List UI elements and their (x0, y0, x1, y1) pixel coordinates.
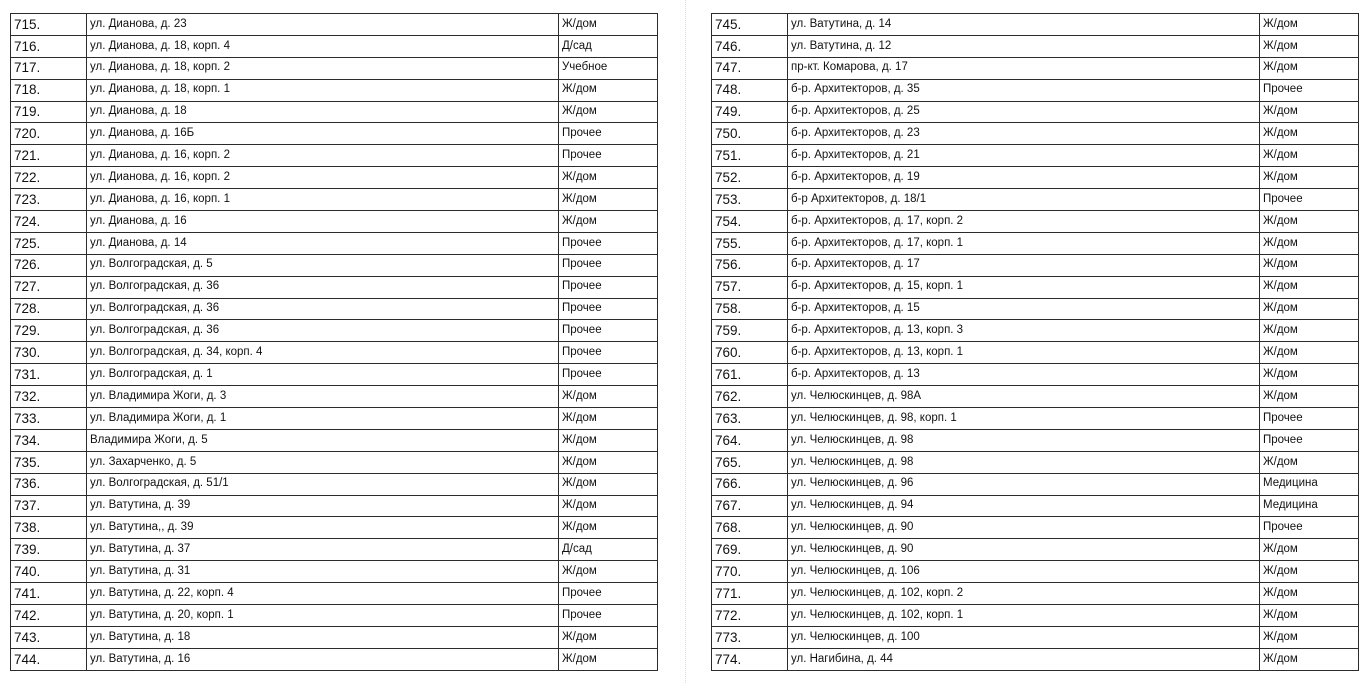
row-number: 750. (712, 123, 788, 145)
row-type: Прочее (559, 364, 658, 386)
row-number: 736. (11, 473, 87, 495)
row-address: б-р Архитекторов, д. 18/1 (788, 189, 1260, 211)
address-table-right (711, 13, 1359, 671)
row-number: 722. (11, 167, 87, 189)
row-type: Ж/дом (1260, 561, 1359, 583)
table-row (712, 35, 1359, 57)
table-row (11, 626, 658, 648)
row-number: 762. (712, 386, 788, 408)
table-row (712, 320, 1359, 342)
row-number: 761. (712, 364, 788, 386)
row-address: ул. Волгоградская, д. 36 (87, 276, 559, 298)
row-type: Ж/дом (559, 648, 658, 670)
row-address: ул. Владимира Жоги, д. 1 (87, 408, 559, 430)
table-row (712, 626, 1359, 648)
table-row (11, 539, 658, 561)
row-address: б-р. Архитекторов, д. 35 (788, 79, 1260, 101)
row-type: Ж/дом (559, 626, 658, 648)
row-type: Ж/дом (559, 429, 658, 451)
table-row (11, 276, 658, 298)
row-address: ул. Челюскинцев, д. 102, корп. 2 (788, 583, 1260, 605)
table-row (11, 648, 658, 670)
row-address: б-р. Архитекторов, д. 17, корп. 2 (788, 211, 1260, 233)
address-table-left-body (11, 14, 658, 671)
row-type: Прочее (1260, 79, 1359, 101)
row-address: ул. Челюскинцев, д. 98 (788, 451, 1260, 473)
address-table-left (10, 13, 658, 671)
row-number: 732. (11, 386, 87, 408)
table-row (712, 408, 1359, 430)
row-type: Ж/дом (1260, 386, 1359, 408)
table-row (712, 79, 1359, 101)
row-number: 729. (11, 320, 87, 342)
row-type: Ж/дом (1260, 605, 1359, 627)
row-type: Ж/дом (559, 451, 658, 473)
table-row (712, 539, 1359, 561)
table-row (11, 320, 658, 342)
table-row (11, 145, 658, 167)
row-type: Ж/дом (559, 561, 658, 583)
row-type: Прочее (1260, 408, 1359, 430)
row-number: 743. (11, 626, 87, 648)
table-row (11, 429, 658, 451)
row-number: 725. (11, 232, 87, 254)
table-row (712, 429, 1359, 451)
row-type: Прочее (559, 145, 658, 167)
row-type: Ж/дом (559, 101, 658, 123)
table-row (11, 364, 658, 386)
row-type: Ж/дом (1260, 320, 1359, 342)
table-row (11, 35, 658, 57)
row-number: 755. (712, 232, 788, 254)
row-type: Прочее (559, 254, 658, 276)
row-address: ул. Ватутина,, д. 39 (87, 517, 559, 539)
row-number: 748. (712, 79, 788, 101)
row-number: 718. (11, 79, 87, 101)
row-address: Владимира Жоги, д. 5 (87, 429, 559, 451)
row-address: ул. Ватутина, д. 31 (87, 561, 559, 583)
row-number: 738. (11, 517, 87, 539)
row-address: б-р. Архитекторов, д. 23 (788, 123, 1260, 145)
table-row (712, 495, 1359, 517)
table-row (11, 123, 658, 145)
table-row (712, 254, 1359, 276)
row-type: Ж/дом (1260, 342, 1359, 364)
row-address: б-р. Архитекторов, д. 15 (788, 298, 1260, 320)
row-address: ул. Захарченко, д. 5 (87, 451, 559, 473)
row-type: Д/сад (559, 35, 658, 57)
row-type: Ж/дом (1260, 539, 1359, 561)
row-number: 771. (712, 583, 788, 605)
address-table-right-body (712, 14, 1359, 671)
table-row (11, 517, 658, 539)
row-address: ул. Ватутина, д. 39 (87, 495, 559, 517)
page-divider (685, 0, 686, 683)
row-address: ул. Ватутина, д. 20, корп. 1 (87, 605, 559, 627)
row-address: ул. Дианова, д. 14 (87, 232, 559, 254)
row-number: 763. (712, 408, 788, 430)
row-type: Ж/дом (1260, 57, 1359, 79)
table-row (712, 276, 1359, 298)
row-address: б-р. Архитекторов, д. 19 (788, 167, 1260, 189)
row-number: 758. (712, 298, 788, 320)
row-type: Прочее (559, 298, 658, 320)
row-type: Прочее (559, 232, 658, 254)
row-number: 756. (712, 254, 788, 276)
table-row (11, 386, 658, 408)
table-row (11, 583, 658, 605)
table-row (11, 211, 658, 233)
row-address: ул. Челюскинцев, д. 98, корп. 1 (788, 408, 1260, 430)
row-number: 773. (712, 626, 788, 648)
row-type: Ж/дом (559, 473, 658, 495)
row-number: 760. (712, 342, 788, 364)
row-type: Ж/дом (559, 14, 658, 36)
row-address: ул. Челюскинцев, д. 98А (788, 386, 1260, 408)
row-number: 767. (712, 495, 788, 517)
row-type: Прочее (1260, 517, 1359, 539)
table-row (11, 605, 658, 627)
row-type: Ж/дом (1260, 145, 1359, 167)
row-address: ул. Ватутина, д. 14 (788, 14, 1260, 36)
row-number: 735. (11, 451, 87, 473)
row-number: 747. (712, 57, 788, 79)
row-type: Ж/дом (559, 495, 658, 517)
row-number: 772. (712, 605, 788, 627)
row-number: 774. (712, 648, 788, 670)
row-address: б-р. Архитекторов, д. 15, корп. 1 (788, 276, 1260, 298)
row-type: Ж/дом (1260, 254, 1359, 276)
table-row (712, 167, 1359, 189)
table-row (11, 79, 658, 101)
table-row (712, 232, 1359, 254)
row-type: Ж/дом (559, 386, 658, 408)
row-number: 759. (712, 320, 788, 342)
row-number: 715. (11, 14, 87, 36)
table-row (712, 342, 1359, 364)
row-address: ул. Дианова, д. 16, корп. 1 (87, 189, 559, 211)
row-address: ул. Дианова, д. 16 (87, 211, 559, 233)
row-number: 753. (712, 189, 788, 211)
row-number: 754. (712, 211, 788, 233)
table-row (712, 211, 1359, 233)
row-type: Медицина (1260, 495, 1359, 517)
table-row (712, 451, 1359, 473)
row-number: 764. (712, 429, 788, 451)
row-address: б-р. Архитекторов, д. 21 (788, 145, 1260, 167)
row-number: 746. (712, 35, 788, 57)
row-number: 717. (11, 57, 87, 79)
row-address: б-р. Архитекторов, д. 13, корп. 3 (788, 320, 1260, 342)
row-type: Ж/дом (1260, 583, 1359, 605)
table-row (11, 57, 658, 79)
table-row (11, 473, 658, 495)
row-type: Прочее (559, 123, 658, 145)
row-type: Ж/дом (559, 211, 658, 233)
row-type: Ж/дом (1260, 648, 1359, 670)
row-address: ул. Ватутина, д. 18 (87, 626, 559, 648)
table-row (712, 189, 1359, 211)
row-address: ул. Челюскинцев, д. 94 (788, 495, 1260, 517)
row-address: ул. Волгоградская, д. 1 (87, 364, 559, 386)
table-row (11, 254, 658, 276)
row-type: Прочее (559, 320, 658, 342)
row-address: ул. Ватутина, д. 37 (87, 539, 559, 561)
row-number: 745. (712, 14, 788, 36)
row-number: 733. (11, 408, 87, 430)
row-type: Ж/дом (559, 189, 658, 211)
table-row (712, 386, 1359, 408)
row-number: 716. (11, 35, 87, 57)
table-row (11, 342, 658, 364)
row-number: 749. (712, 101, 788, 123)
row-address: ул. Волгоградская, д. 5 (87, 254, 559, 276)
table-row (11, 408, 658, 430)
row-address: ул. Ватутина, д. 12 (788, 35, 1260, 57)
row-address: ул. Дианова, д. 16, корп. 2 (87, 145, 559, 167)
row-type: Ж/дом (559, 167, 658, 189)
table-row (712, 561, 1359, 583)
row-type: Д/сад (559, 539, 658, 561)
row-type: Медицина (1260, 473, 1359, 495)
table-row (712, 648, 1359, 670)
table-row (712, 517, 1359, 539)
table-row (11, 495, 658, 517)
row-address: ул. Челюскинцев, д. 102, корп. 1 (788, 605, 1260, 627)
row-address: пр-кт. Комарова, д. 17 (788, 57, 1260, 79)
row-address: б-р. Архитекторов, д. 25 (788, 101, 1260, 123)
table-row (11, 189, 658, 211)
row-number: 744. (11, 648, 87, 670)
row-number: 730. (11, 342, 87, 364)
row-number: 740. (11, 561, 87, 583)
row-address: ул. Дианова, д. 18 (87, 101, 559, 123)
row-number: 723. (11, 189, 87, 211)
table-row (712, 57, 1359, 79)
row-address: ул. Дианова, д. 18, корп. 1 (87, 79, 559, 101)
row-type: Учебное (559, 57, 658, 79)
table-row (712, 364, 1359, 386)
row-type: Ж/дом (1260, 14, 1359, 36)
table-row (712, 101, 1359, 123)
row-address: ул. Челюскинцев, д. 90 (788, 539, 1260, 561)
row-number: 724. (11, 211, 87, 233)
row-address: ул. Волгоградская, д. 36 (87, 298, 559, 320)
row-type: Прочее (1260, 429, 1359, 451)
row-address: ул. Дианова, д. 23 (87, 14, 559, 36)
row-address: ул. Нагибина, д. 44 (788, 648, 1260, 670)
row-type: Ж/дом (1260, 35, 1359, 57)
row-type: Ж/дом (1260, 232, 1359, 254)
row-type: Прочее (559, 276, 658, 298)
table-row (11, 14, 658, 36)
table-row (11, 232, 658, 254)
table-row (11, 101, 658, 123)
table-row (712, 583, 1359, 605)
row-address: б-р. Архитекторов, д. 17, корп. 1 (788, 232, 1260, 254)
row-address: ул. Челюскинцев, д. 100 (788, 626, 1260, 648)
row-address: ул. Челюскинцев, д. 96 (788, 473, 1260, 495)
row-address: ул. Дианова, д. 18, корп. 4 (87, 35, 559, 57)
row-number: 769. (712, 539, 788, 561)
table-row (712, 605, 1359, 627)
row-number: 720. (11, 123, 87, 145)
row-number: 727. (11, 276, 87, 298)
row-type: Ж/дом (1260, 101, 1359, 123)
row-address: ул. Владимира Жоги, д. 3 (87, 386, 559, 408)
row-number: 728. (11, 298, 87, 320)
row-type: Ж/дом (1260, 298, 1359, 320)
row-address: ул. Волгоградская, д. 36 (87, 320, 559, 342)
row-address: ул. Волгоградская, д. 34, корп. 4 (87, 342, 559, 364)
row-number: 721. (11, 145, 87, 167)
row-type: Ж/дом (1260, 276, 1359, 298)
row-address: ул. Челюскинцев, д. 90 (788, 517, 1260, 539)
table-row (11, 561, 658, 583)
row-number: 768. (712, 517, 788, 539)
row-number: 726. (11, 254, 87, 276)
row-number: 770. (712, 561, 788, 583)
row-address: б-р. Архитекторов, д. 13 (788, 364, 1260, 386)
row-type: Ж/дом (1260, 123, 1359, 145)
table-row (11, 298, 658, 320)
row-type: Ж/дом (1260, 364, 1359, 386)
row-type: Прочее (559, 605, 658, 627)
row-address: ул. Ватутина, д. 22, корп. 4 (87, 583, 559, 605)
row-number: 766. (712, 473, 788, 495)
row-type: Ж/дом (559, 79, 658, 101)
row-address: б-р. Архитекторов, д. 17 (788, 254, 1260, 276)
row-number: 765. (712, 451, 788, 473)
row-type: Прочее (1260, 189, 1359, 211)
row-type: Ж/дом (1260, 211, 1359, 233)
row-number: 757. (712, 276, 788, 298)
row-type: Ж/дом (1260, 451, 1359, 473)
row-address: ул. Челюскинцев, д. 98 (788, 429, 1260, 451)
row-address: ул. Ватутина, д. 16 (87, 648, 559, 670)
row-number: 737. (11, 495, 87, 517)
row-address: ул. Дианова, д. 16Б (87, 123, 559, 145)
row-number: 731. (11, 364, 87, 386)
row-number: 734. (11, 429, 87, 451)
table-row (11, 167, 658, 189)
row-address: ул. Волгоградская, д. 51/1 (87, 473, 559, 495)
row-address: ул. Дианова, д. 18, корп. 2 (87, 57, 559, 79)
row-number: 752. (712, 167, 788, 189)
row-type: Ж/дом (1260, 626, 1359, 648)
row-type: Прочее (559, 342, 658, 364)
row-address: ул. Челюскинцев, д. 106 (788, 561, 1260, 583)
row-number: 741. (11, 583, 87, 605)
row-number: 742. (11, 605, 87, 627)
row-number: 751. (712, 145, 788, 167)
row-address: ул. Дианова, д. 16, корп. 2 (87, 167, 559, 189)
table-row (712, 145, 1359, 167)
row-number: 739. (11, 539, 87, 561)
row-address: б-р. Архитекторов, д. 13, корп. 1 (788, 342, 1260, 364)
row-type: Ж/дом (559, 517, 658, 539)
row-number: 719. (11, 101, 87, 123)
table-row (11, 451, 658, 473)
row-type: Ж/дом (559, 408, 658, 430)
table-row (712, 14, 1359, 36)
row-type: Ж/дом (1260, 167, 1359, 189)
table-row (712, 298, 1359, 320)
table-row (712, 473, 1359, 495)
row-type: Прочее (559, 583, 658, 605)
table-row (712, 123, 1359, 145)
